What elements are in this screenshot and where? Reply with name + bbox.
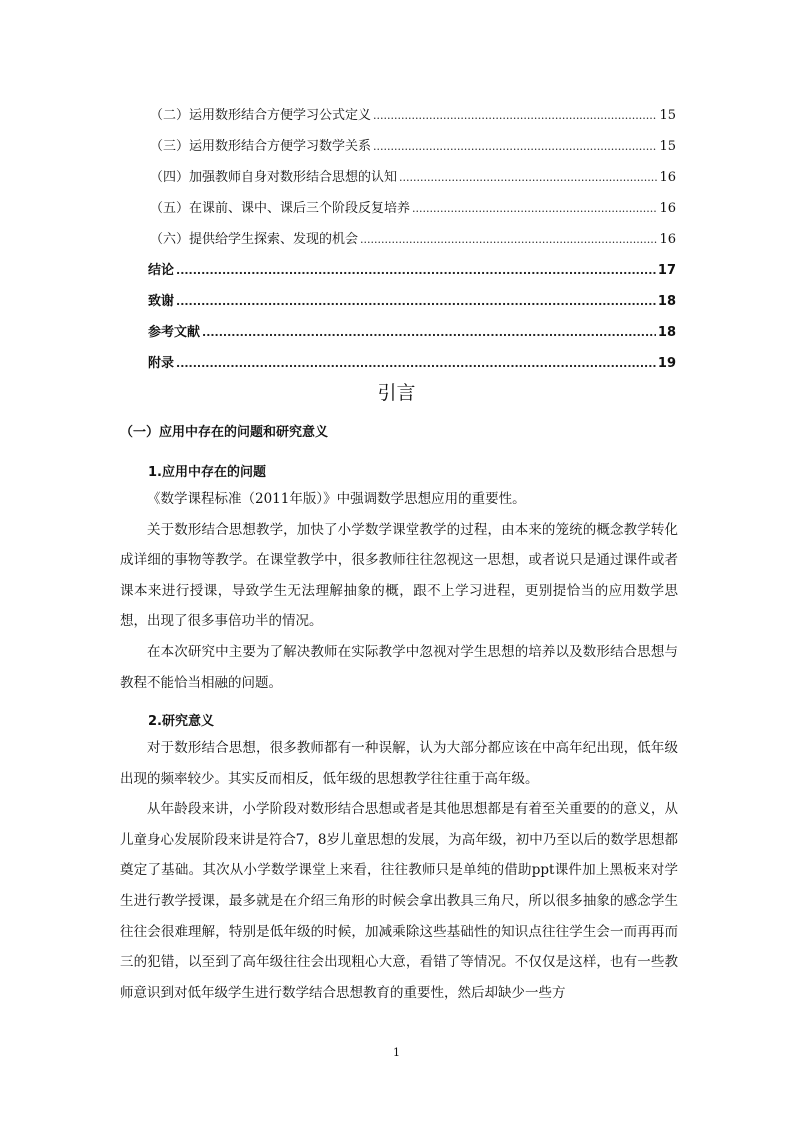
toc-entry[interactable] <box>148 166 676 197</box>
toc-leader-dots <box>399 166 657 190</box>
toc-entry[interactable] <box>148 259 676 290</box>
toc-entry-page: 15 <box>659 139 676 154</box>
toc-entry-label: （六）提供给学生探索、发现的机会 <box>150 232 359 247</box>
toc-entry[interactable] <box>148 197 676 228</box>
toc-leader-dots <box>176 259 656 283</box>
toc-entry-label: 结论 <box>148 263 175 278</box>
toc-leader-dots <box>176 352 656 376</box>
toc-entry-page: 16 <box>659 170 676 185</box>
table-of-contents <box>148 104 676 383</box>
toc-leader-dots <box>373 135 657 159</box>
toc-leader-dots <box>360 228 657 252</box>
toc-entry-label: （四）加强教师自身对数形结合思想的认知 <box>150 170 398 185</box>
toc-entry-label: （三）运用数形结合方便学习数学关系 <box>150 139 372 154</box>
toc-leader-dots <box>176 290 656 314</box>
body-text-block-2 <box>120 733 678 1008</box>
toc-entry-page: 16 <box>659 232 676 247</box>
toc-leader-dots <box>202 321 656 345</box>
subsection-heading: 1.应用中存在的问题 <box>148 465 266 480</box>
paragraph: 关于数形结合思想教学，加快了小学数学课堂教学的过程，由本来的笼统的概念教学转化成详细的事物等教学。在课堂教学中，很多教师往往忽视这一思想，或者说只是通过课件或者课本来进行授课，导致学生无法理解抽象的概，跟不上学习进程，更别提恰当的应用数学思想，出现了很多事倍功半的情况。 <box>120 521 678 630</box>
toc-entry[interactable] <box>148 228 676 259</box>
toc-entry-page: 19 <box>657 356 676 371</box>
toc-entry-label: 参考文献 <box>148 325 201 340</box>
paragraph: 在本次研究中主要为了解决教师在实际教学中忽视对学生思想的培养以及数形结合思想与教程不能恰当相融的问题。 <box>120 643 678 691</box>
toc-entry-page: 18 <box>657 325 676 340</box>
body-text-block-1 <box>120 484 678 698</box>
toc-entry-page: 15 <box>659 108 676 123</box>
paragraph: 对于数形结合思想，很多教师都有一种误解，认为大部分都应该在中高年纪出现，低年级出现的频率较少。其实反而相反，低年级的思想教学往往重于高年级。 <box>120 740 678 787</box>
toc-entry-label: （五）在课前、课中、课后三个阶段反复培养 <box>150 201 411 216</box>
paragraph: 《数学课程标准（2011年版）》中强调数学思想应用的重要性。 <box>147 491 526 507</box>
toc-leader-dots <box>373 104 657 128</box>
page-number: 1 <box>393 1046 400 1059</box>
toc-entry[interactable] <box>148 104 676 135</box>
toc-entry-page: 16 <box>659 201 676 216</box>
toc-entry-page: 17 <box>657 263 676 278</box>
toc-entry[interactable] <box>148 321 676 352</box>
toc-entry-label: 附录 <box>148 356 175 371</box>
toc-entry-label: 致谢 <box>148 294 175 309</box>
toc-entry[interactable] <box>148 290 676 321</box>
toc-entry-page: 18 <box>657 294 676 309</box>
paragraph: 从年龄段来讲，小学阶段对数形结合思想或者是其他思想都是有着至关重要的的意义，从儿童身心发展阶段来讲是符合7，8岁儿童思想的发展，为高年级，初中乃至以后的数学思想都奠定了基础。其次从小学数学课堂上来看，往往教师只是单纯的借助ppt课件加上黑板来对学生进行教学授课，最多就是在介绍三角形的时候会拿出教具三角尺，所以很多抽象的感念学生往往会很难理解，特别是低年级的时候，加减乘除这些基础性的知识点往往学生会一而再再而三的犯错，以至到了高年级往往会出现粗心大意，看错了等情况。不仅仅是这样，也有一些教师意识到对低年级学生进行数学结合思想教育的重要性，然后却缺少一些方 <box>120 801 678 1001</box>
toc-entry[interactable] <box>148 135 676 166</box>
chapter-heading: 引言 <box>377 382 416 404</box>
toc-entry-label: （二）运用数形结合方便学习公式定义 <box>150 108 372 123</box>
subsection-heading: 2.研究意义 <box>148 714 214 729</box>
toc-leader-dots <box>412 197 657 221</box>
section-heading: （一）应用中存在的问题和研究意义 <box>120 425 329 440</box>
